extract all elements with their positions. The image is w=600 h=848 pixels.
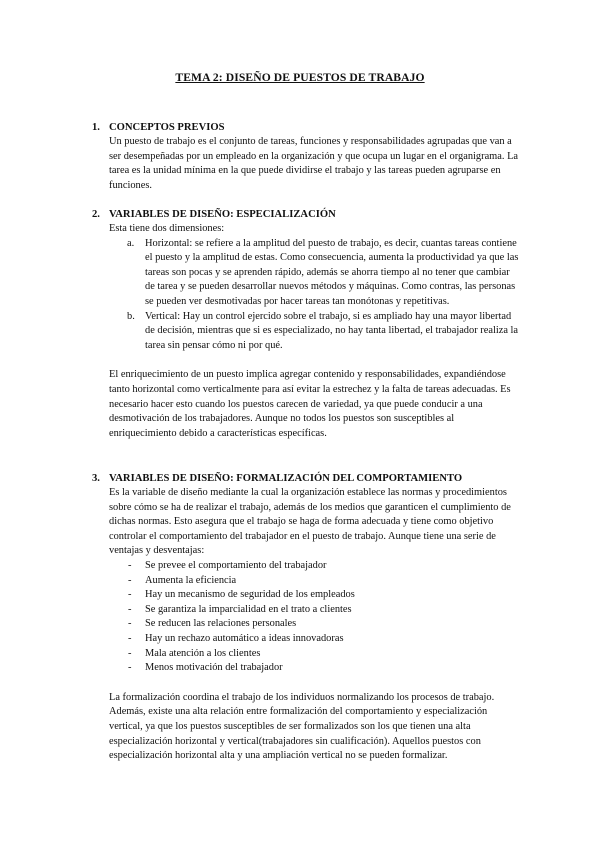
list-marker: - (128, 589, 132, 601)
list-item-text: Hay un mecanismo de seguridad de los empleados (145, 589, 355, 601)
list-item-text: Se prevee el comportamiento del trabajador (145, 559, 327, 571)
section-heading (92, 121, 522, 135)
list-item (109, 559, 522, 574)
section-paragraph: El enriquecimiento de un puesto implica agregar contenido y responsabilidades, expandiéndose tanto horizontal como verticalmente para así evitar la estrechez y la falta de tareas adecuadas. Es necesario hacer esto cuando los puestos carecen de variedad, ya que puede conducir a una desmotivación de los trabajadores. Aunque no todos los puestos son susceptibles al enriquecimiento debido a características específicas. (109, 369, 511, 439)
advantages-list (109, 559, 522, 676)
section-paragraph: Un puesto de trabajo es el conjunto de tareas, funciones y responsabilidades agrupadas que van a ser desempeñadas por un empleado en la organización y que ocupa un lugar en el organigrama. La tarea es la unidad mínima en la que puede dividirse el trabajo y las tareas pueden agruparse en funciones. (109, 136, 519, 191)
section-title: VARIABLES DE DISEÑO: ESPECIALIZACIÓN (109, 209, 336, 220)
list-marker: b. (127, 310, 135, 322)
list-item-text: Se reducen las relaciones personales (145, 618, 297, 630)
section-intro: Es la variable de diseño mediante la cual la organización establece las normas y procedimientos sobre cómo se ha de realizar el trabajo, además de los medios que garanticen el cumplimiento de dichas normas. Esto asegura que el trabajo se haga de forma adecuada y tiene como objetivo controlar el comportamiento del trabajador en el puesto de trabajo. Aunque tiene una serie de ventajas y desventajas: (109, 487, 511, 557)
section-title: CONCEPTOS PREVIOS (109, 122, 225, 133)
section-number: 2. (92, 209, 100, 220)
list-item-text: Se garantiza la imparcialidad en el trato a clientes (145, 603, 352, 615)
section-heading (92, 472, 522, 486)
list-item (109, 603, 522, 618)
list-item (109, 632, 522, 647)
list-marker: - (128, 574, 132, 586)
list-item (109, 310, 522, 354)
list-item-text: Mala atención a los clientes (145, 647, 261, 659)
list-item (109, 647, 522, 662)
section-number: 3. (92, 473, 100, 484)
list-marker: - (128, 662, 132, 674)
section-number: 1. (92, 122, 100, 133)
list-marker: - (128, 559, 132, 571)
list-item (109, 237, 522, 310)
section-formalizacion (92, 472, 522, 764)
list-marker: - (128, 647, 132, 659)
dimension-list (109, 237, 522, 354)
section-heading (92, 208, 522, 222)
section-especializacion (92, 208, 522, 441)
list-marker: - (128, 632, 132, 644)
section-intro: Esta tiene dos dimensiones: (109, 223, 225, 234)
list-item (109, 617, 522, 632)
section-conceptos-previos (92, 121, 522, 193)
document-title: TEMA 2: DISEÑO DE PUESTOS DE TRABAJO (175, 71, 425, 84)
list-item-text: Aumenta la eficiencia (145, 574, 237, 586)
list-item-text: Hay un rechazo automático a ideas innovadoras (145, 632, 344, 644)
list-marker: a. (127, 237, 135, 249)
list-marker: - (128, 618, 132, 630)
section-paragraph: La formalización coordina el trabajo de los individuos normalizando los procesos de trabajo. Además, existe una alta relación entre formalización del comportamiento y especialización vertical, ya que los puestos susceptibles de ser formalizados son los que tienen una alta especialización horizontal y vertical(trabajadores sin cualificación). Aquellos puestos con especialización horizontal alta y una ampliación vertical no se pueden formalizar. (109, 691, 495, 762)
list-marker: - (128, 603, 132, 615)
list-item-text: Menos motivación del trabajador (145, 662, 283, 674)
list-item (109, 661, 522, 676)
list-item-text: Vertical: Hay un control ejercido sobre el trabajo, si es ampliado hay una mayor libertad de decisión, mientras que si es especializado, no hay tanta libertad, el trabajador realiza la tarea sin pensar cómo ni por qué. (145, 310, 519, 351)
list-item (109, 574, 522, 589)
section-title: VARIABLES DE DISEÑO: FORMALIZACIÓN DEL COMPORTAMIENTO (109, 473, 463, 484)
list-item (109, 588, 522, 603)
list-item-text: Horizontal: se refiere a la amplitud del puesto de trabajo, es decir, cuantas tareas contiene el puesto y la amplitud de estas. Como consecuencia, aumenta la productividad ya que las tareas son pocas y se aprenden rápido, además se ahorra tiempo al no tener que cambiar de tarea y se pueden desarrollar nuevos métodos y máquinas. Como contras, las personas se pueden ver desmotivadas por hacer tareas tan monótonas y repetitivas. (145, 237, 519, 307)
